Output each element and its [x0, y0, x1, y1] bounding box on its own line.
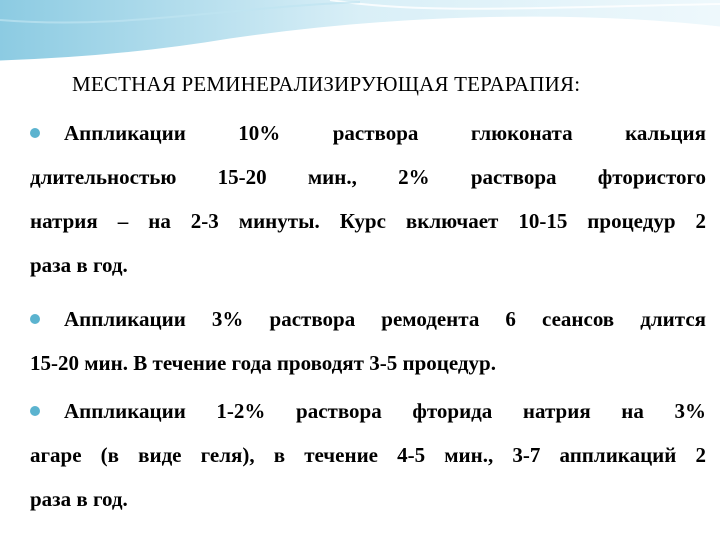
- paragraph-line: агаре (в виде геля), в течение 4-5 мин., 3-7 аппликаций 2: [30, 443, 706, 467]
- paragraph-line: Аппликации 3% раствора ремодента 6 сеансов длится: [64, 307, 706, 331]
- header-wave-decoration: [0, 0, 720, 120]
- bullet-paragraph-1: [30, 111, 706, 287]
- paragraph-line: раза в год.: [30, 253, 128, 277]
- paragraph-line: 15-20 мин. В течение года проводят 3-5 процедур.: [30, 351, 496, 375]
- paragraph-line: Аппликации 10% раствора глюконата кальция: [64, 121, 706, 145]
- paragraph-line: раза в год.: [30, 487, 128, 511]
- paragraph-line: длительностью 15-20 мин., 2% раствора фтористого: [30, 165, 706, 189]
- slide-title: МЕСТНАЯ РЕМИНЕРАЛИЗИРУЮЩАЯ ТЕРАРАПИЯ:: [72, 72, 581, 96]
- paragraph-line: натрия – на 2-3 минуты. Курс включает 10-15 процедур 2: [30, 209, 706, 233]
- bullet-paragraph-3: [30, 389, 706, 521]
- bullet-paragraph-2: [30, 297, 706, 385]
- paragraph-line: Аппликации 1-2% раствора фторида натрия на 3%: [64, 399, 706, 423]
